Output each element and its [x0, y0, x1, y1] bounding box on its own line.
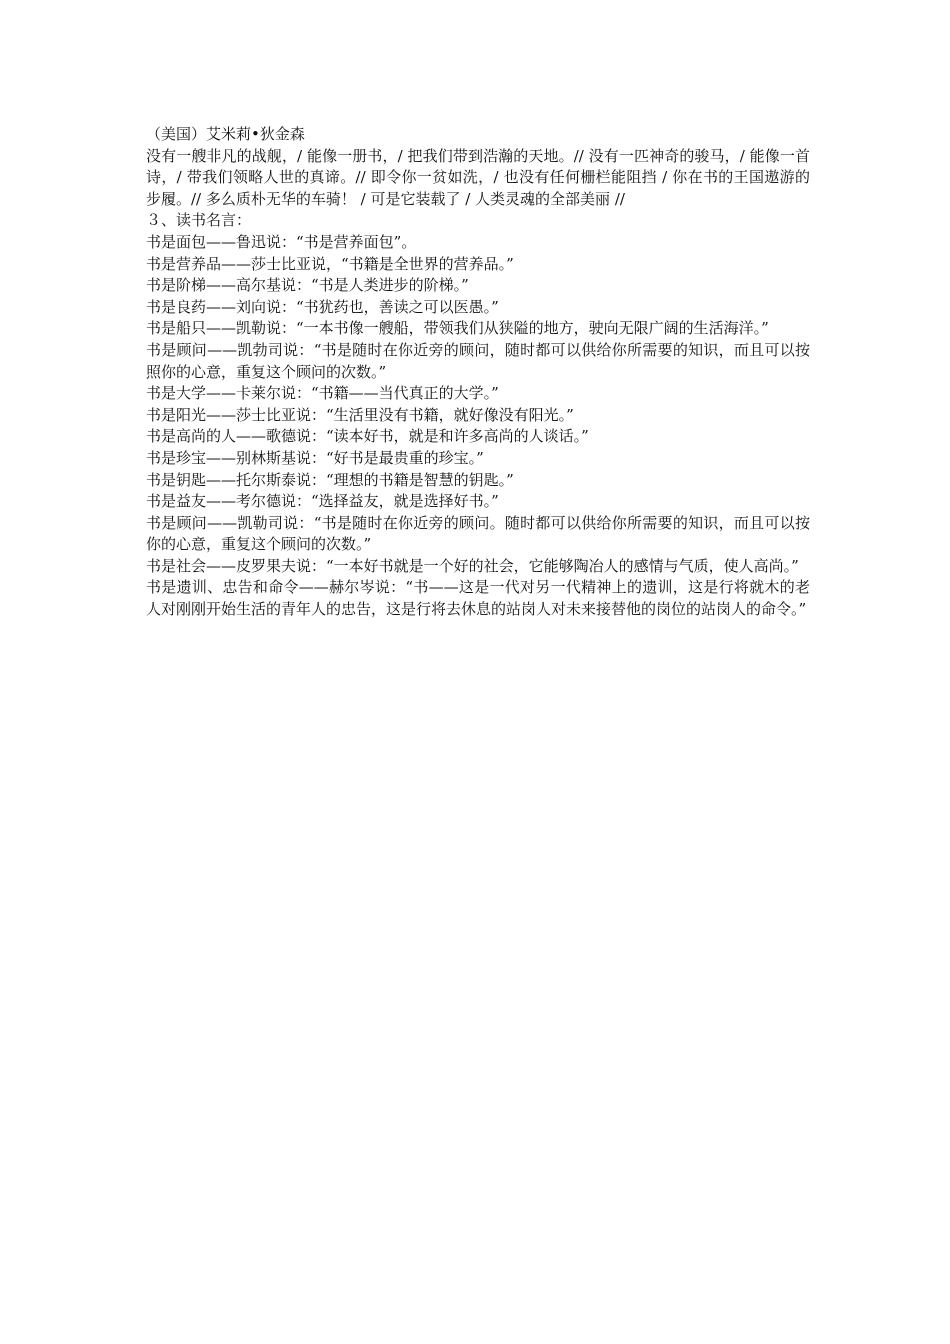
- quote-line: 书是阳光——莎士比亚说：“生活里没有书籍，就好像没有阳光。”: [146, 405, 574, 424]
- quote-line: 书是阶梯——高尔基说：“书是人类进步的阶梯。”: [146, 276, 469, 295]
- quote-line: 书是营养品——莎士比亚说，“书籍是全世界的营养品。”: [146, 254, 514, 273]
- quote-line: 书是船只——凯勒说：“一本书像一艘船，带领我们从狭隘的地方，驶向无限广阔的生活海洋。”: [146, 319, 769, 338]
- poem-author: （美国）艾米莉•狄金森: [146, 125, 305, 143]
- quote-line: 书是珍宝——别林斯基说：“好书是最贵重的珍宝。”: [146, 448, 484, 467]
- quote-line: 书是顾问——凯勒司说：“书是随时在你近旁的顾问。随时都可以供给你所需要的知识，而且可以按你的心意，重复这个顾问的次数。”: [146, 513, 810, 554]
- quote-line: 书是高尚的人——歌德说：“读本好书，就是和许多高尚的人谈话。”: [146, 427, 589, 446]
- quote-line: 书是社会——皮罗果夫说：“一本好书就是一个好的社会，它能够陶冶人的感情与气质，使人高尚。”: [146, 556, 799, 575]
- quote-line: 书是钥匙——托尔斯泰说：“理想的书籍是智慧的钥匙。”: [146, 470, 514, 489]
- quote-line: 书是遗训、忠告和命令——赫尔岑说：“书——这是一代对另一代精神上的遗训，这是行将就木的老人对刚刚开始生活的青年人的忠告，这是行将去休息的站岗人对未来接替他的岗位的站岗人的命令。”: [146, 578, 810, 619]
- quote-line: 书是顾问——凯勃司说：“书是随时在你近旁的顾问，随时都可以供给你所需要的知识，而且可以按照你的心意，重复这个顾问的次数。”: [146, 340, 810, 381]
- quote-line: 书是大学——卡莱尔说：“书籍——当代真正的大学。”: [146, 384, 499, 403]
- quote-line: 书是良药——刘向说：“书犹药也，善读之可以医愚。”: [146, 297, 499, 316]
- quote-line: 书是面包——鲁迅说：“书是营养面包”。: [146, 232, 417, 251]
- quote-line: 书是益友——考尔德说：“选择益友，就是选择好书。”: [146, 492, 499, 511]
- document-page: [146, 124, 810, 621]
- section-heading: ３、读书名言：: [146, 211, 252, 230]
- poem-text: 没有一艘非凡的战舰，/ 能像一册书，/ 把我们带到浩瀚的天地。// 没有一匹神奇的骏马，/ 能像一首诗，/ 带我们领略人世的真谛。// 即令你一贫如洗，/ 也没有任何栅栏能阻挡 / 你在书的王国遨游的步履。// 多么质朴无华的车骑！ / 可是它装载了 / 人类灵魂的全部美丽 //: [146, 146, 810, 208]
